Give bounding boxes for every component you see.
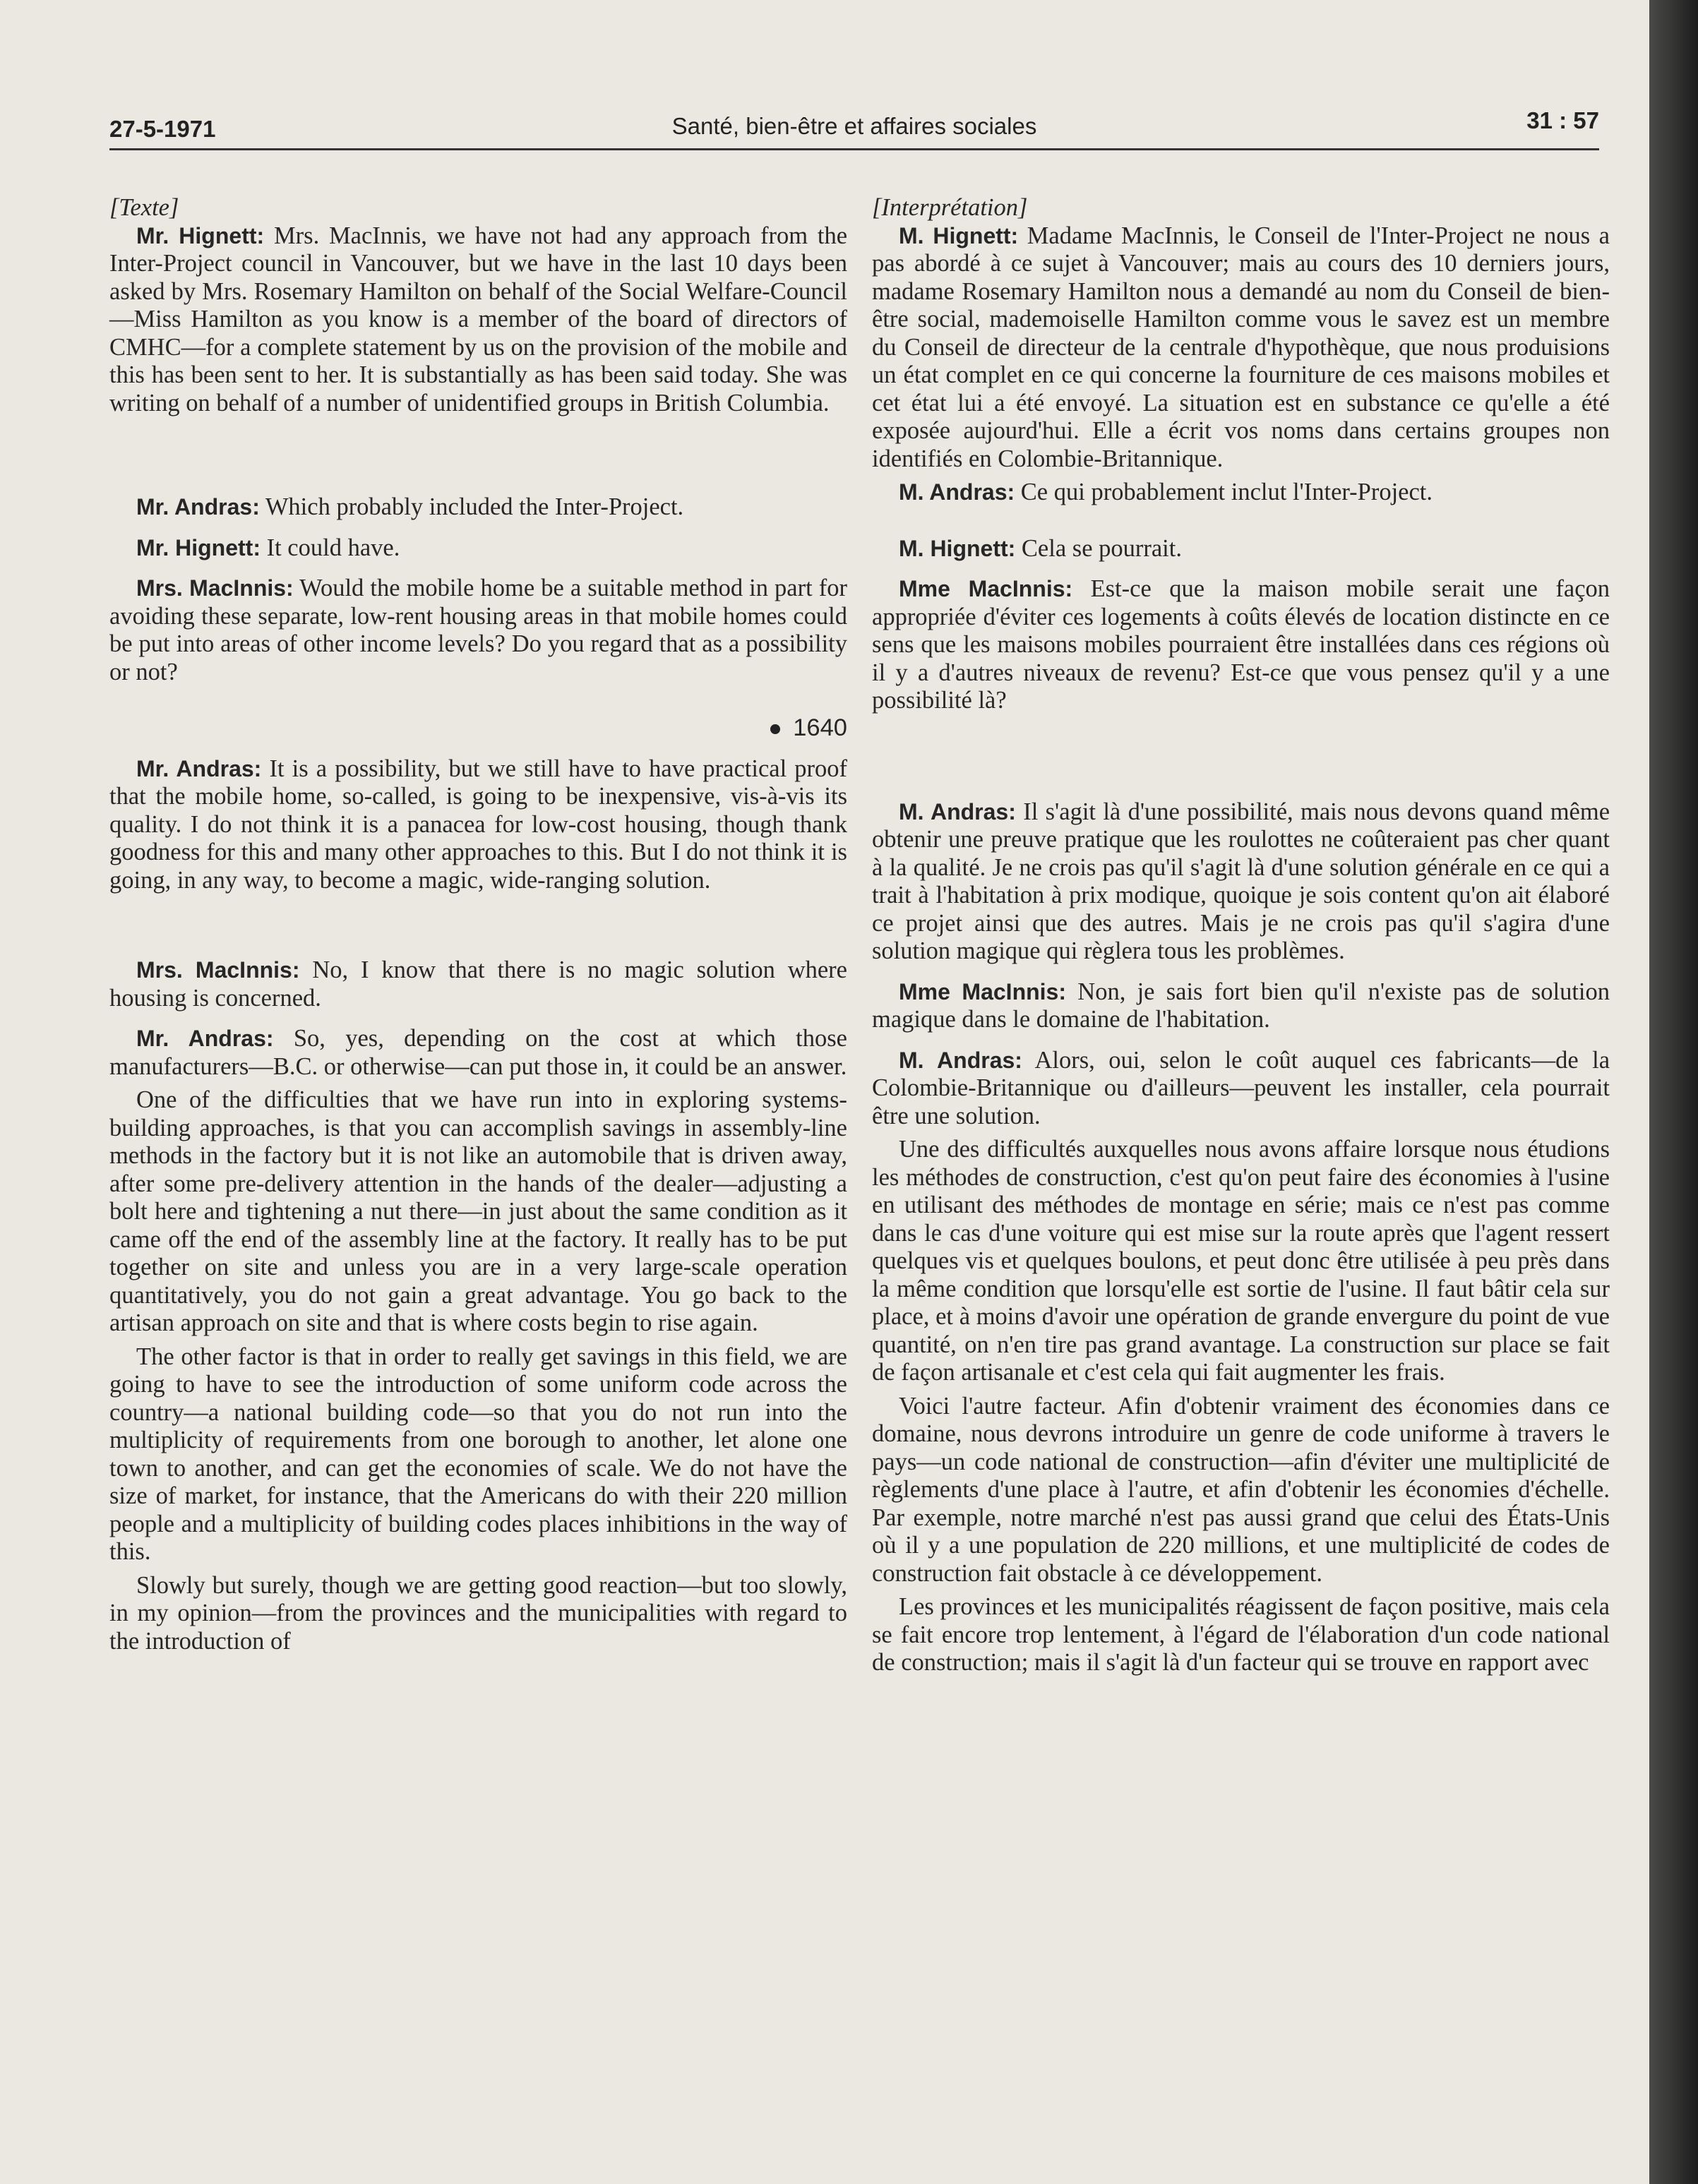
paragraph-text: Ce qui probablement inclut l'Inter-Project. bbox=[1020, 479, 1433, 505]
speaker-name: Mr. Andras: bbox=[136, 755, 262, 781]
paragraph-text: No, I know that there is no magic solution where housing is concerned. bbox=[109, 956, 847, 1012]
paragraph bbox=[109, 1025, 847, 1081]
paragraph bbox=[872, 575, 1610, 715]
paragraph: Les provinces et les municipalités réagissent de façon positive, mais cela se fait encore trop lentement, à l'égard de l'élaboration d'un code national de construction; mais il s'agit là d'un facteur qui se trouve en rapport avec bbox=[872, 1593, 1610, 1676]
paragraph: The other factor is that in order to really get savings in this field, we are going to have to see the introduction of some uniform code across the country—a national building code—so that you do not run into the multiplicity of requirements from one borough to another, let alone one town to another, and can get the economies of scale. We do not have the size of market, for instance, that the Americans do with their 220 million people and a multiplicity of building codes places inhibitions in the way of this. bbox=[109, 1343, 847, 1565]
speaker-name: Mme MacInnis: bbox=[899, 576, 1073, 601]
paragraph-text: It could have. bbox=[266, 534, 400, 561]
speaker-name: Mr. Hignett: bbox=[136, 534, 261, 560]
scan-border bbox=[1649, 0, 1698, 2184]
paragraph: Voici l'autre facteur. Afin d'obtenir vraiment des économies dans ce domaine, nous devrons introduire un genre de code uniforme à travers le pays—un code national de construction—afin d'éviter une multiplicité de règlements d'une place à l'autre, et afin d'obtenir les économies d'échelle. Par exemple, notre marché n'est pas aussi grand que celui des États-Unis où il y a une population de 220 millions, et une multiplicité de codes de construction fait obstacle à ce développement. bbox=[872, 1392, 1610, 1587]
paragraph-text: Alors, oui, selon le coût auquel ces fabricants—de la Colombie-Britannique ou d'ailleurs—peuvent les installer, cela pourrait être une solution. bbox=[872, 1046, 1610, 1129]
speaker-name: M. Hignett: bbox=[899, 222, 1019, 248]
speaker-name: M. Andras: bbox=[899, 1047, 1022, 1073]
speaker-name: M. Hignett: bbox=[899, 535, 1016, 561]
paragraph-text: It is a possibility, but we still have to have practical proof that the mobile home, so-called, is going to be inexpensive, vis-à-vis its quality. I do not think it is a panacea for low-cost housing, though thank goodness for this and many other approaches to this. But I do not think it is going, in any way, to become a magic, wide-ranging solution. bbox=[109, 755, 848, 894]
speaker-name: M. Andras: bbox=[899, 798, 1016, 824]
header-title: Santé, bien-être et affaires sociales bbox=[671, 113, 1037, 139]
text-label: [Texte] bbox=[109, 194, 179, 221]
paragraph-text: Mrs. MacInnis, we have not had any approach from the Inter-Project council in Vancouver, but we have in the last 10 days been asked by Mrs. Rosemary Hamilton on behalf of the Social Welfare-Council—Miss Hamilton as you know is a member of the board of directors of CMHC—for a complete statement by us on the provision of the mobile and this has been sent to her. It is substantially as has been said today. She was writing on behalf of a number of unidentified groups in British Columbia. bbox=[109, 222, 848, 416]
paragraph-text: Il s'agit là d'une possibilité, mais nous devons quand même obtenir une preuve pratique que les roulottes ne coûteraient pas cher quant à la qualité. Je ne crois pas qu'il s'agit là d'une solution générale en ce qui a trait à l'habitation à prix modique, quoique je sois content qu'on ait élaboré ce projet ainsi que des autres. Mais je ne crois pas qu'il s'agira d'une solution magique qui règlera tous les problèmes. bbox=[872, 798, 1610, 964]
page-header bbox=[109, 104, 1599, 150]
paragraph bbox=[109, 575, 847, 686]
time-marker bbox=[109, 714, 847, 743]
speaker-name: Mrs. MacInnis: bbox=[136, 575, 294, 601]
header-page-number: 31 : 57 bbox=[1526, 107, 1599, 133]
paragraph bbox=[872, 479, 1610, 507]
speaker-name: M. Andras: bbox=[899, 479, 1015, 505]
paragraph bbox=[109, 956, 847, 1012]
paragraph-text: Madame MacInnis, le Conseil de l'Inter-Project ne nous a pas abordé à ce sujet à Vancouver; mais au cours des 10 derniers jours, madame Rosemary Hamilton nous a demandé au nom du Conseil de bien-être social, mademoiselle Hamilton comme vous le savez est un membre du Conseil de directeur de la centrale d'hypothèque, que nous produisions un état complet en ce qui concerne la fourniture de ces maisons mobiles et cet état lui a été envoyé. La situation est en substance ce qu'elle a été exposée aujourd'hui. Elle a écrit vos noms dans certains groupes non identifiés en Colombie-Britannique. bbox=[872, 222, 1610, 472]
english-column bbox=[109, 194, 847, 1661]
paragraph bbox=[872, 535, 1610, 563]
paragraph: Une des difficultés auxquelles nous avons affaire lorsque nous étudions les méthodes de construction, c'est qu'on peut faire des économies à l'usine en utilisant des méthodes de montage en série; mais ce n'est pas comme dans le cas d'une voiture qui est mise sur la route après que l'agent ressert quelques vis et quelques boulons, et peut donc être utilisée à peu près dans la même condition que lorsqu'elle est sortie de l'usine. Il faut bâtir cela sur place, et à moins d'avoir une opération de grande envergure du point de vue quantité, on n'en tire pas grand avantage. La construction sur place se fait de façon artisanale et c'est cela qui fait augmenter les frais. bbox=[872, 1136, 1610, 1386]
speaker-name: Mr. Hignett: bbox=[136, 222, 265, 248]
speaker-name: Mr. Andras: bbox=[136, 1026, 274, 1051]
interpretation-label: [Interprétation] bbox=[872, 194, 1028, 221]
paragraph-text: Would the mobile home be a suitable method in part for avoiding these separate, low-rent housing areas in that mobile homes could be put into areas of other income levels? Do you regard that as a possibility or not? bbox=[109, 575, 847, 685]
bullet-icon bbox=[770, 724, 780, 734]
paragraph: Slowly but surely, though we are getting good reaction—but too slowly, in my opinion—from the provinces and the municipalities with regard to the introduction of bbox=[109, 1571, 847, 1655]
paragraph-text: Which probably included the Inter-Project. bbox=[265, 493, 684, 520]
paragraph-text: Cela se pourrait. bbox=[1021, 534, 1182, 562]
paragraph bbox=[109, 534, 847, 563]
speaker-name: Mr. Andras: bbox=[136, 494, 260, 520]
paragraph: One of the difficulties that we have run into in exploring systems-building approaches, is that you can accomplish savings in assembly-line methods in the factory but it is not like an automobile that is driven away, after some pre-delivery attention in the hands of the dealer—adjusting a bolt here and tightening a nut there—in just about the same condition as it came off the end of the assembly line at the factory. It really has to be put together on site and unless you are in a very large-scale operation quantitatively, you do not gain a great advantage. You go back to the artisan approach on site and that is where costs begin to rise again. bbox=[109, 1086, 847, 1336]
paragraph bbox=[872, 978, 1610, 1034]
speaker-name: Mrs. MacInnis: bbox=[136, 957, 300, 983]
french-column bbox=[872, 194, 1610, 1683]
header-date: 27-5-1971 bbox=[109, 116, 216, 142]
paragraph-text: So, yes, depending on the cost at which those manufacturers—B.C. or otherwise—can put those in, it could be an answer. bbox=[109, 1025, 847, 1080]
paragraph-text: Non, je sais fort bien qu'il n'existe pas de solution magique dans le domaine de l'habitation. bbox=[872, 978, 1610, 1033]
paragraph bbox=[872, 798, 1610, 966]
time-marker-value: 1640 bbox=[793, 714, 847, 741]
paragraph bbox=[109, 493, 847, 522]
paragraph-text: Est-ce que la maison mobile serait une façon appropriée d'éviter ces logements à coûts élevés de location distincte en ce sens que les maisons mobiles pourraient être installées dans ces régions où il y a d'autres niveaux de revenu? Est-ce que vous pensez qu'il y a une possibilité là? bbox=[872, 575, 1610, 714]
paragraph bbox=[109, 755, 847, 895]
speaker-name: Mme MacInnis: bbox=[899, 978, 1067, 1004]
paragraph bbox=[109, 222, 847, 418]
paragraph bbox=[872, 1047, 1610, 1131]
paragraph bbox=[872, 222, 1610, 474]
